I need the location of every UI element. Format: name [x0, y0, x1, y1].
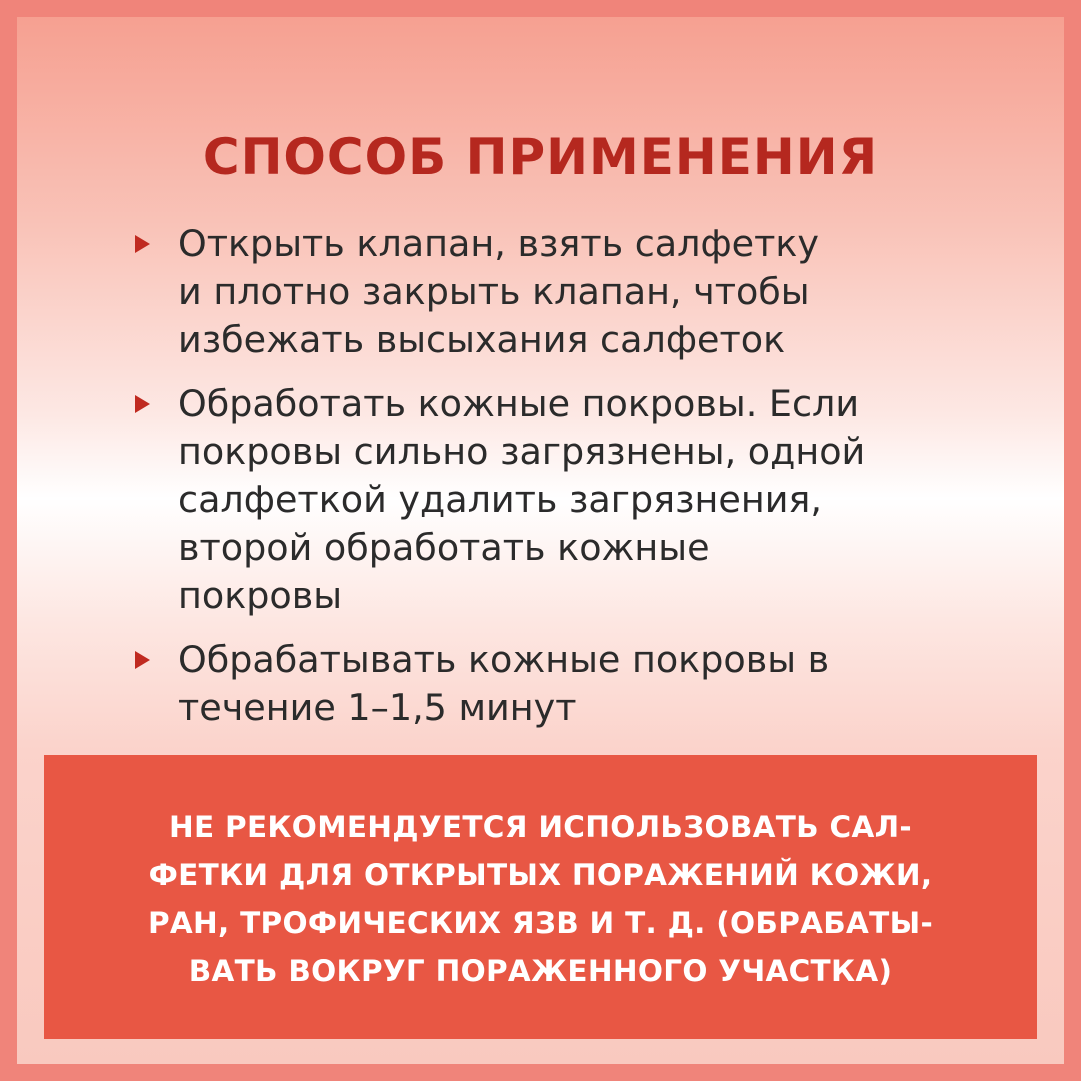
step-line: и плотно закрыть клапан, чтобы — [178, 270, 810, 313]
step-line: Открыть клапан, взять салфетку — [178, 222, 820, 265]
step-line: течение 1–1,5 минут — [178, 686, 577, 729]
step-line: Обрабатывать кожные покровы в — [178, 638, 830, 681]
warning-text — [44, 803, 1037, 995]
warning-box — [44, 755, 1037, 1039]
instructions-list — [135, 220, 1035, 748]
step-line: салфеткой удалить загрязнения, — [178, 478, 822, 521]
warning-line: ФЕТКИ ДЛЯ ОТКРЫТЫХ ПОРАЖЕНИЙ КОЖИ, — [148, 858, 933, 892]
triangle-bullet-icon — [135, 651, 150, 669]
warning-line: РАН, ТРОФИЧЕСКИХ ЯЗВ И Т. Д. (ОБРАБАТЫ- — [147, 906, 934, 940]
triangle-bullet-icon — [135, 235, 150, 253]
warning-line: ВАТЬ ВОКРУГ ПОРАЖЕННОГО УЧАСТКА) — [188, 954, 893, 988]
step-line: Обработать кожные покровы. Если — [178, 382, 860, 425]
triangle-bullet-icon — [135, 395, 150, 413]
content-panel — [17, 17, 1064, 1064]
list-item — [135, 380, 1035, 620]
warning-line: НЕ РЕКОМЕНДУЕТСЯ ИСПОЛЬЗОВАТЬ САЛ- — [169, 810, 912, 844]
step-line: избежать высыхания салфеток — [178, 318, 786, 361]
step-line: покровы сильно загрязнены, одной — [178, 430, 866, 473]
page-title: СПОСОБ ПРИМЕНЕНИЯ — [202, 128, 879, 186]
step-line: второй обработать кожные — [178, 526, 710, 569]
step-line: покровы — [178, 574, 343, 617]
list-item — [135, 636, 1035, 732]
list-item — [135, 220, 1035, 364]
